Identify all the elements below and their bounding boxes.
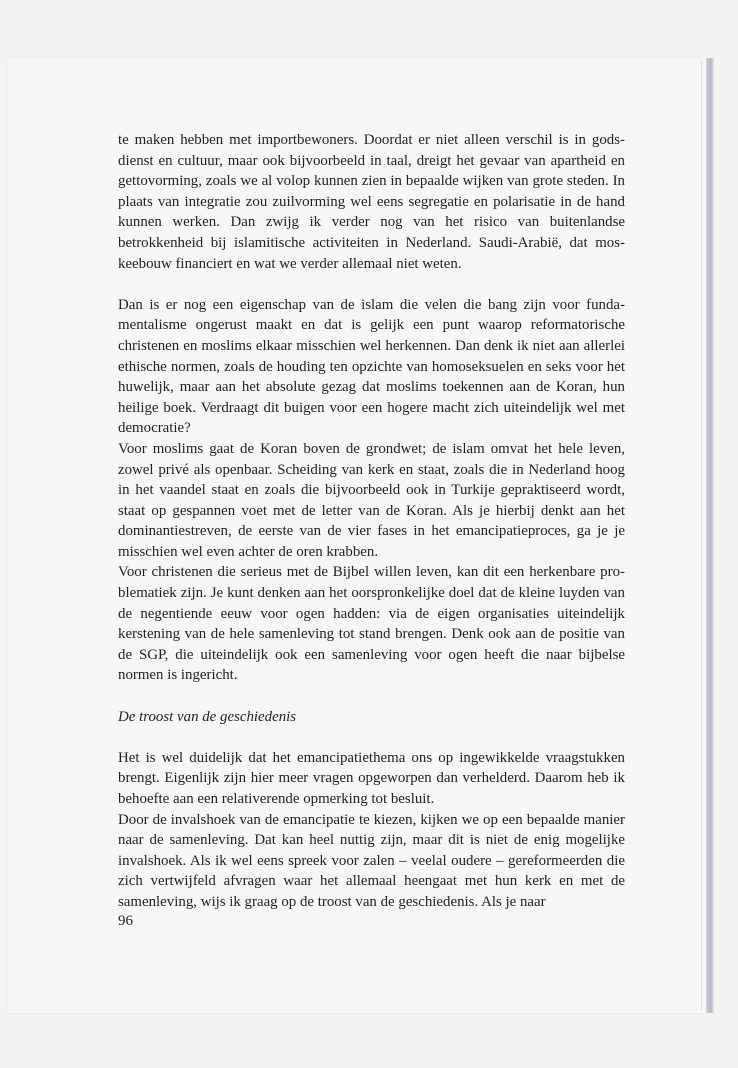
page-edge-line [701, 60, 702, 1010]
body-text [118, 130, 625, 913]
book-spine-edge [706, 58, 714, 1013]
paragraph: Door de invalshoek van de emancipatie te kiezen, kijken we op een bepaalde manier naar de samenleving. Dat kan heel nuttig zijn, maar dit is niet de enig mogelijke invalshoek. Als ik wel eens spreek voor zalen – veelal oudere – gereformeerden die zich vertwijfeld afvragen waar het allemaal heengaat met hun kerk en met de samenleving, wijs ik graag op de troost van de geschiedenis. Als je naar [118, 811, 625, 910]
paragraph: Voor moslims gaat de Koran boven de grondwet; de islam omvat het hele leven, zowel privé als openbaar. Scheiding van kerk en staat, zoals die in Nederland hoog in het vaandel staat en zoals die bijvoorbeeld ook in Turkije gepraktiseerd wordt, staat op gespannen voet met de letter van de Koran. Als je hierbij denkt aan het dominantiestreven, de eerste van de vier fases in het emancipatieproces, ga je je misschien wel even achter de oren krabben. [118, 440, 625, 560]
paragraph: te maken hebben met importbewoners. Doordat er niet alleen verschil is in godsdienst en cultuur, maar ook bijvoorbeeld in taal, dreigt het gevaar van apartheid en gettovorming, zoals we al volop kunnen zien in bepaalde wijken van grote steden. In plaats van integratie zou zuilvorming wel eens segregatie en polarisatie in de hand kunnen werken. Dan zwijg ik verder nog van het risico van buitenlandse betrokkenheid bij islamitische activiteiten in Nederland. Saudi-Arabië, dat moskeebouw financiert en wat we verder allemaal niet weten. [118, 132, 625, 272]
section-heading: De troost van de geschiedenis [118, 708, 297, 725]
paragraph: Voor christenen die serieus met de Bijbel willen leven, kan dit een herkenbare problematiek zijn. Je kunt denken aan het oorspronkelijke doel dat de kleine luyden van de negentiende eeuw voor ogen hadden: via de eigen organisaties uiteindelijk kerstening van de hele samenleving tot stand brengen. Denk ook aan de positie van de SGP, die uiteindelijk ook een samenleving voor ogen heeft die naar bijbelse normen is ingericht. [118, 564, 625, 684]
page-number: 96 [118, 913, 133, 929]
paragraph: Dan is er nog een eigenschap van de islam die velen die bang zijn voor fundamentalisme ongerust maakt en dat is gelijk een punt waarop reformatorische christenen en moslims elkaar misschien wel herkennen. Dan denk ik niet aan allerlei ethische normen, zoals de houding ten opzichte van homoseksuelen en seks voor het huwelijk, maar aan het absolute gezag dat moslims toekennen aan de Koran, hun heilige boek. Verdraagt dit buigen voor een hogere macht zich uiteindelijk wel met democratie? [118, 296, 625, 437]
paragraph: Het is wel duidelijk dat het emancipatiethema ons op ingewikkelde vraagstukken brengt. Eigenlijk zijn hier meer vragen opgeworpen dan verhelderd. Daarom heb ik behoefte aan een relativerende opmerking tot besluit. [118, 749, 625, 807]
